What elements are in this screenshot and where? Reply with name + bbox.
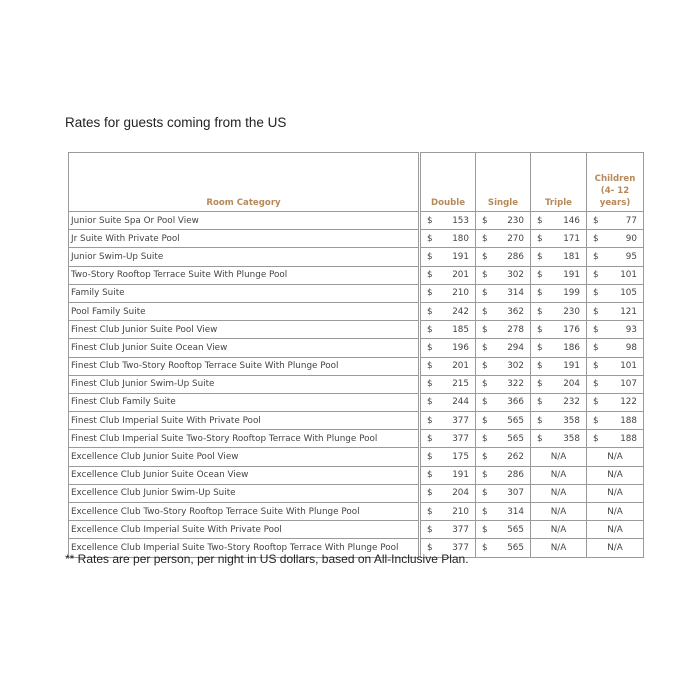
currency-symbol: $ bbox=[537, 270, 543, 281]
currency-symbol: $ bbox=[427, 288, 433, 299]
table-header-row bbox=[69, 153, 644, 212]
single-rate-value: 307 bbox=[507, 488, 524, 499]
children-rate-na-cell: N/A bbox=[587, 539, 644, 557]
currency-symbol: $ bbox=[593, 215, 599, 226]
double-rate-cell bbox=[420, 284, 476, 302]
single-rate-value: 294 bbox=[507, 342, 524, 353]
room-category-cell: Excellence Club Junior Suite Pool View bbox=[69, 448, 420, 466]
children-rate-cell bbox=[587, 284, 644, 302]
children-rate-value: 101 bbox=[620, 270, 637, 281]
currency-symbol: $ bbox=[427, 524, 433, 535]
single-rate-cell bbox=[476, 339, 531, 357]
currency-symbol: $ bbox=[537, 324, 543, 335]
currency-symbol: $ bbox=[537, 361, 543, 372]
room-category-cell: Excellence Club Junior Swim-Up Suite bbox=[69, 484, 420, 502]
double-rate-cell bbox=[420, 248, 476, 266]
currency-symbol: $ bbox=[427, 306, 433, 317]
currency-symbol: $ bbox=[593, 251, 599, 262]
footnote: ** Rates are per person, per night in US dollars, based on All-Inclusive Plan. bbox=[65, 552, 469, 566]
currency-symbol: $ bbox=[482, 542, 488, 553]
children-rate-value: 77 bbox=[625, 215, 637, 226]
currency-symbol: $ bbox=[593, 397, 599, 408]
currency-symbol: $ bbox=[427, 361, 433, 372]
triple-rate-value: 358 bbox=[563, 415, 580, 426]
triple-rate-value: 186 bbox=[563, 342, 580, 353]
children-rate-na-cell: N/A bbox=[587, 466, 644, 484]
children-rate-value: 90 bbox=[625, 233, 637, 244]
double-rate-value: 215 bbox=[452, 379, 469, 390]
currency-symbol: $ bbox=[593, 379, 599, 390]
rates-table bbox=[68, 152, 644, 558]
room-category-cell: Two-Story Rooftop Terrace Suite With Plunge Pool bbox=[69, 266, 420, 284]
children-rate-value: 122 bbox=[620, 397, 637, 408]
single-rate-value: 565 bbox=[507, 433, 524, 444]
currency-symbol: $ bbox=[482, 215, 488, 226]
triple-rate-na-cell: N/A bbox=[531, 448, 587, 466]
currency-symbol: $ bbox=[593, 342, 599, 353]
single-rate-value: 314 bbox=[507, 506, 524, 517]
double-rate-cell bbox=[420, 466, 476, 484]
double-rate-value: 210 bbox=[452, 506, 469, 517]
currency-symbol: $ bbox=[482, 452, 488, 463]
page-heading: Rates for guests coming from the US bbox=[65, 115, 287, 130]
currency-symbol: $ bbox=[593, 288, 599, 299]
currency-symbol: $ bbox=[482, 433, 488, 444]
currency-symbol: $ bbox=[482, 342, 488, 353]
single-rate-value: 230 bbox=[507, 215, 524, 226]
currency-symbol: $ bbox=[537, 251, 543, 262]
currency-symbol: $ bbox=[593, 324, 599, 335]
triple-rate-na-cell: N/A bbox=[531, 503, 587, 521]
double-rate-value: 191 bbox=[452, 251, 469, 262]
single-rate-cell bbox=[476, 466, 531, 484]
currency-symbol: $ bbox=[482, 524, 488, 535]
currency-symbol: $ bbox=[482, 233, 488, 244]
double-rate-cell bbox=[420, 412, 476, 430]
room-category-cell: Junior Suite Spa Or Pool View bbox=[69, 212, 420, 230]
currency-symbol: $ bbox=[427, 342, 433, 353]
double-rate-cell bbox=[420, 302, 476, 320]
currency-symbol: $ bbox=[427, 233, 433, 244]
currency-symbol: $ bbox=[427, 542, 433, 553]
room-category-cell: Finest Club Family Suite bbox=[69, 393, 420, 411]
table-row bbox=[69, 521, 644, 539]
header-children-line1: Children bbox=[594, 174, 636, 184]
double-rate-value: 377 bbox=[452, 415, 469, 426]
children-rate-cell bbox=[587, 230, 644, 248]
room-category-cell: Excellence Club Junior Suite Ocean View bbox=[69, 466, 420, 484]
triple-rate-value: 358 bbox=[563, 433, 580, 444]
currency-symbol: $ bbox=[482, 415, 488, 426]
currency-symbol: $ bbox=[427, 324, 433, 335]
header-children-line3: years) bbox=[599, 198, 631, 208]
table-row bbox=[69, 375, 644, 393]
children-rate-cell bbox=[587, 393, 644, 411]
triple-rate-cell bbox=[531, 321, 587, 339]
single-rate-value: 286 bbox=[507, 251, 524, 262]
currency-symbol: $ bbox=[537, 415, 543, 426]
currency-symbol: $ bbox=[427, 433, 433, 444]
double-rate-value: 185 bbox=[452, 324, 469, 335]
double-rate-value: 204 bbox=[452, 488, 469, 499]
currency-symbol: $ bbox=[427, 452, 433, 463]
children-rate-cell bbox=[587, 266, 644, 284]
children-rate-value: 98 bbox=[625, 342, 637, 353]
single-rate-cell bbox=[476, 503, 531, 521]
triple-rate-cell bbox=[531, 357, 587, 375]
currency-symbol: $ bbox=[427, 379, 433, 390]
double-rate-value: 244 bbox=[452, 397, 469, 408]
single-rate-value: 286 bbox=[507, 470, 524, 481]
currency-symbol: $ bbox=[593, 233, 599, 244]
double-rate-cell bbox=[420, 212, 476, 230]
room-category-cell: Finest Club Junior Suite Pool View bbox=[69, 321, 420, 339]
children-rate-cell bbox=[587, 248, 644, 266]
header-single: Single bbox=[476, 153, 531, 212]
single-rate-value: 314 bbox=[507, 288, 524, 299]
room-category-cell: Finest Club Junior Suite Ocean View bbox=[69, 339, 420, 357]
double-rate-value: 201 bbox=[452, 361, 469, 372]
double-rate-cell bbox=[420, 393, 476, 411]
triple-rate-cell bbox=[531, 375, 587, 393]
single-rate-value: 302 bbox=[507, 270, 524, 281]
double-rate-value: 196 bbox=[452, 342, 469, 353]
children-rate-value: 95 bbox=[625, 251, 637, 262]
triple-rate-value: 199 bbox=[563, 288, 580, 299]
children-rate-cell bbox=[587, 212, 644, 230]
table-row bbox=[69, 284, 644, 302]
double-rate-cell bbox=[420, 357, 476, 375]
currency-symbol: $ bbox=[482, 470, 488, 481]
currency-symbol: $ bbox=[593, 306, 599, 317]
currency-symbol: $ bbox=[482, 361, 488, 372]
children-rate-cell bbox=[587, 302, 644, 320]
triple-rate-cell bbox=[531, 302, 587, 320]
double-rate-cell bbox=[420, 503, 476, 521]
currency-symbol: $ bbox=[482, 306, 488, 317]
table-row bbox=[69, 448, 644, 466]
single-rate-value: 278 bbox=[507, 324, 524, 335]
single-rate-cell bbox=[476, 539, 531, 557]
single-rate-cell bbox=[476, 248, 531, 266]
single-rate-value: 362 bbox=[507, 306, 524, 317]
double-rate-value: 377 bbox=[452, 524, 469, 535]
triple-rate-cell bbox=[531, 412, 587, 430]
children-rate-cell bbox=[587, 430, 644, 448]
children-rate-cell bbox=[587, 339, 644, 357]
currency-symbol: $ bbox=[593, 361, 599, 372]
double-rate-cell bbox=[420, 484, 476, 502]
table-row bbox=[69, 248, 644, 266]
children-rate-value: 121 bbox=[620, 306, 637, 317]
triple-rate-cell bbox=[531, 266, 587, 284]
currency-symbol: $ bbox=[427, 397, 433, 408]
children-rate-cell bbox=[587, 357, 644, 375]
children-rate-cell bbox=[587, 375, 644, 393]
single-rate-value: 270 bbox=[507, 233, 524, 244]
children-rate-na-cell: N/A bbox=[587, 448, 644, 466]
header-children bbox=[587, 153, 644, 212]
single-rate-cell bbox=[476, 266, 531, 284]
currency-symbol: $ bbox=[482, 251, 488, 262]
currency-symbol: $ bbox=[427, 488, 433, 499]
currency-symbol: $ bbox=[482, 397, 488, 408]
triple-rate-value: 230 bbox=[563, 306, 580, 317]
double-rate-value: 242 bbox=[452, 306, 469, 317]
currency-symbol: $ bbox=[427, 415, 433, 426]
double-rate-value: 377 bbox=[452, 433, 469, 444]
currency-symbol: $ bbox=[427, 251, 433, 262]
double-rate-cell bbox=[420, 230, 476, 248]
currency-symbol: $ bbox=[482, 506, 488, 517]
double-rate-value: 210 bbox=[452, 288, 469, 299]
room-category-cell: Excellence Club Imperial Suite With Private Pool bbox=[69, 521, 420, 539]
table-row bbox=[69, 339, 644, 357]
single-rate-cell bbox=[476, 284, 531, 302]
children-rate-value: 93 bbox=[625, 324, 637, 335]
currency-symbol: $ bbox=[482, 379, 488, 390]
single-rate-value: 302 bbox=[507, 361, 524, 372]
currency-symbol: $ bbox=[427, 270, 433, 281]
triple-rate-value: 171 bbox=[563, 233, 580, 244]
double-rate-cell bbox=[420, 430, 476, 448]
triple-rate-na-cell: N/A bbox=[531, 539, 587, 557]
children-rate-value: 105 bbox=[620, 288, 637, 299]
room-category-cell: Finest Club Junior Swim-Up Suite bbox=[69, 375, 420, 393]
single-rate-cell bbox=[476, 484, 531, 502]
triple-rate-value: 204 bbox=[563, 379, 580, 390]
table-row bbox=[69, 503, 644, 521]
currency-symbol: $ bbox=[427, 470, 433, 481]
room-category-cell: Family Suite bbox=[69, 284, 420, 302]
double-rate-value: 191 bbox=[452, 470, 469, 481]
triple-rate-value: 176 bbox=[563, 324, 580, 335]
triple-rate-value: 232 bbox=[563, 397, 580, 408]
room-category-cell: Pool Family Suite bbox=[69, 302, 420, 320]
table-row bbox=[69, 357, 644, 375]
double-rate-cell bbox=[420, 375, 476, 393]
currency-symbol: $ bbox=[593, 433, 599, 444]
room-category-cell: Finest Club Imperial Suite With Private Pool bbox=[69, 412, 420, 430]
currency-symbol: $ bbox=[537, 306, 543, 317]
table-body bbox=[69, 212, 644, 558]
single-rate-cell bbox=[476, 521, 531, 539]
children-rate-na-cell: N/A bbox=[587, 521, 644, 539]
single-rate-cell bbox=[476, 302, 531, 320]
room-category-cell: Finest Club Imperial Suite Two-Story Rooftop Terrace With Plunge Pool bbox=[69, 430, 420, 448]
table-row bbox=[69, 266, 644, 284]
currency-symbol: $ bbox=[593, 270, 599, 281]
single-rate-cell bbox=[476, 448, 531, 466]
currency-symbol: $ bbox=[482, 324, 488, 335]
single-rate-cell bbox=[476, 321, 531, 339]
table-row bbox=[69, 466, 644, 484]
header-triple: Triple bbox=[531, 153, 587, 212]
single-rate-value: 565 bbox=[507, 415, 524, 426]
currency-symbol: $ bbox=[537, 342, 543, 353]
table-row bbox=[69, 302, 644, 320]
currency-symbol: $ bbox=[593, 415, 599, 426]
double-rate-cell bbox=[420, 266, 476, 284]
room-category-cell: Junior Swim-Up Suite bbox=[69, 248, 420, 266]
triple-rate-value: 181 bbox=[563, 251, 580, 262]
currency-symbol: $ bbox=[427, 506, 433, 517]
children-rate-value: 101 bbox=[620, 361, 637, 372]
single-rate-cell bbox=[476, 412, 531, 430]
children-rate-value: 188 bbox=[620, 433, 637, 444]
header-double: Double bbox=[420, 153, 476, 212]
children-rate-na-cell: N/A bbox=[587, 484, 644, 502]
currency-symbol: $ bbox=[482, 488, 488, 499]
double-rate-value: 175 bbox=[452, 452, 469, 463]
children-rate-cell bbox=[587, 412, 644, 430]
single-rate-cell bbox=[476, 430, 531, 448]
single-rate-value: 262 bbox=[507, 452, 524, 463]
single-rate-value: 565 bbox=[507, 524, 524, 535]
table-row bbox=[69, 412, 644, 430]
double-rate-cell bbox=[420, 448, 476, 466]
currency-symbol: $ bbox=[537, 288, 543, 299]
single-rate-cell bbox=[476, 375, 531, 393]
currency-symbol: $ bbox=[537, 233, 543, 244]
single-rate-cell bbox=[476, 357, 531, 375]
table-row bbox=[69, 430, 644, 448]
table-row bbox=[69, 484, 644, 502]
double-rate-value: 377 bbox=[452, 542, 469, 553]
double-rate-value: 180 bbox=[452, 233, 469, 244]
children-rate-value: 107 bbox=[620, 379, 637, 390]
triple-rate-value: 191 bbox=[563, 361, 580, 372]
triple-rate-cell bbox=[531, 430, 587, 448]
room-category-cell: Excellence Club Two-Story Rooftop Terrace Suite With Plunge Pool bbox=[69, 503, 420, 521]
single-rate-value: 322 bbox=[507, 379, 524, 390]
triple-rate-cell bbox=[531, 284, 587, 302]
children-rate-value: 188 bbox=[620, 415, 637, 426]
currency-symbol: $ bbox=[537, 215, 543, 226]
single-rate-value: 565 bbox=[507, 542, 524, 553]
header-children-line2: (4- 12 bbox=[600, 186, 630, 196]
room-category-cell: Finest Club Two-Story Rooftop Terrace Suite With Plunge Pool bbox=[69, 357, 420, 375]
table-row bbox=[69, 393, 644, 411]
single-rate-cell bbox=[476, 393, 531, 411]
header-room-category: Room Category bbox=[69, 153, 420, 212]
triple-rate-value: 146 bbox=[563, 215, 580, 226]
single-rate-cell bbox=[476, 230, 531, 248]
triple-rate-cell bbox=[531, 230, 587, 248]
triple-rate-na-cell: N/A bbox=[531, 521, 587, 539]
single-rate-value: 366 bbox=[507, 397, 524, 408]
triple-rate-value: 191 bbox=[563, 270, 580, 281]
table-row bbox=[69, 321, 644, 339]
currency-symbol: $ bbox=[537, 433, 543, 444]
double-rate-value: 153 bbox=[452, 215, 469, 226]
triple-rate-na-cell: N/A bbox=[531, 484, 587, 502]
double-rate-cell bbox=[420, 521, 476, 539]
children-rate-na-cell: N/A bbox=[587, 503, 644, 521]
triple-rate-cell bbox=[531, 393, 587, 411]
triple-rate-cell bbox=[531, 339, 587, 357]
currency-symbol: $ bbox=[427, 215, 433, 226]
table-row bbox=[69, 212, 644, 230]
table-row bbox=[69, 230, 644, 248]
triple-rate-cell bbox=[531, 212, 587, 230]
triple-rate-na-cell: N/A bbox=[531, 466, 587, 484]
children-rate-cell bbox=[587, 321, 644, 339]
currency-symbol: $ bbox=[482, 288, 488, 299]
single-rate-cell bbox=[476, 212, 531, 230]
double-rate-cell bbox=[420, 339, 476, 357]
triple-rate-cell bbox=[531, 248, 587, 266]
currency-symbol: $ bbox=[537, 397, 543, 408]
double-rate-value: 201 bbox=[452, 270, 469, 281]
room-category-cell: Excellence Club Imperial Suite Two-Story Rooftop Terrace With Plunge Pool bbox=[69, 539, 420, 557]
double-rate-cell bbox=[420, 321, 476, 339]
room-category-cell: Jr Suite With Private Pool bbox=[69, 230, 420, 248]
currency-symbol: $ bbox=[537, 379, 543, 390]
currency-symbol: $ bbox=[482, 270, 488, 281]
